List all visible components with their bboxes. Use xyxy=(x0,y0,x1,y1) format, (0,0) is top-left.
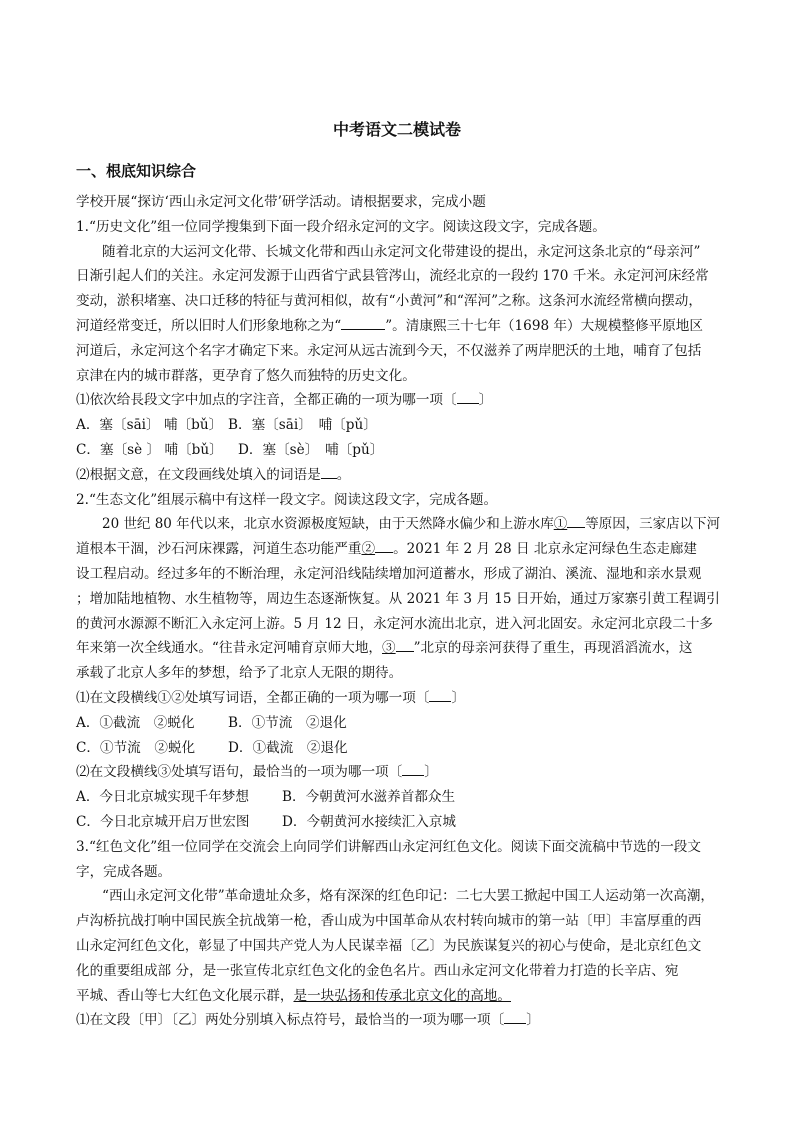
q3-sub1: ⑴在文段〔甲〕〔乙〕两处分别填入标点符号，最恰当的一项为哪一项〔 〕 xyxy=(76,1008,720,1033)
underlined-sentence: 是一块弘扬和传承北京文化的高地。 xyxy=(293,987,511,1004)
q1-options-row xyxy=(76,413,720,438)
q3-passage-line: “西山永定河文化带”革命遗址众多，烙有深深的红色印记：二七大罢工掀起中国工人运动第一次高潮， xyxy=(102,888,715,905)
q2-passage-line: 设工程启动。经过多年的不断治理，永定河沿线陆续增加河道蓄水，形成了湖泊、溪流、湿地和亲水景观 xyxy=(76,565,702,582)
q2-options-row xyxy=(76,711,720,736)
option-d[interactable]: D．今朝黄河水接续汇入京城 xyxy=(282,813,457,830)
q1-passage-line: 随着北京的大运河文化带、长城文化带和西山永定河文化带建设的提出，永定河这条北京的“母亲河” xyxy=(102,243,701,260)
option-c[interactable]: C．今日北京城开启万世宏图 xyxy=(76,813,250,830)
q3-passage-line: 山永定河红色文化，彰显了中国共产党人为人民谋幸福〔乙〕为民族谋复兴的初心与使命，是北京红色文 xyxy=(76,937,702,954)
section-heading: 一、根底知识综合 xyxy=(76,162,197,180)
exam-body xyxy=(76,190,720,1033)
option-b[interactable]: B．今朝黄河水滋养首都众生 xyxy=(282,789,456,806)
q1-passage-line: 河道后，永定河这个名字才确定下来。永定河从远古流到今天，不仅滋养了两岸肥沃的土地，哺育了包括 xyxy=(76,342,702,359)
q2-sub1: ⑴在文段横线①②处填写词语，全都正确的一项为哪一项〔 〕 xyxy=(76,686,720,711)
q3-passage-line: 平城、香山等七大红色文化展示群，是一块弘扬和传承北京文化的高地。 xyxy=(76,987,511,1004)
q2-passage-line: 20 世纪 80 年代以来，北京水资源极度短缺，由于天然降水偏少和上游水库① 等原因，三家店以下河 xyxy=(76,512,720,537)
option-a[interactable]: A．塞〔sāi〕 哺〔bǔ〕 xyxy=(76,417,223,434)
option-c[interactable]: C．①节流 ②蜕化 xyxy=(76,739,196,756)
blank-marker: ③ xyxy=(382,640,396,657)
option-b[interactable]: B．塞〔sāi〕 哺〔pǔ〕 xyxy=(228,417,377,434)
q1-sub2: ⑵根据文意，在文段画线处填入的词语是 。 xyxy=(76,463,720,488)
answer-blank[interactable] xyxy=(504,1008,526,1024)
answer-blank[interactable] xyxy=(429,686,451,702)
q1-passage-line: 京津在内的城市群落，更孕育了悠久而独特的历史文化。 xyxy=(76,367,416,384)
q2-passage-line: 道根本干涸，沙石河床裸露，河道生态功能严重② 。2021 年 2 月 28 日 北京永定河绿色生态走廊建 xyxy=(76,537,720,562)
answer-blank[interactable] xyxy=(375,537,393,553)
option-a[interactable]: A．①截流 ②蜕化 xyxy=(76,714,195,731)
q1-passage-line: 变动，淤积堵塞、决口迁移的特征与黄河相似，故有“小黄河”和“浑河”之称。这条河水流经常横向摆动， xyxy=(76,293,702,310)
answer-blank[interactable] xyxy=(402,760,424,776)
page-title: 中考语文二模试卷 xyxy=(332,120,461,139)
answer-blank[interactable] xyxy=(341,314,385,330)
q1-passage-line: 河道经常变迁，所以旧时人们形象地称之为“ ”。清康熙三十七年（1698 年）大规模整修平原地区 xyxy=(76,314,720,339)
option-b[interactable]: B．①节流 ②退化 xyxy=(228,714,347,731)
q1-passage-line: 日渐引起人们的关注。永定河发源于山西省宁武县管涔山，流经北京的一段约 170 千米。永定河河床经常 xyxy=(76,268,709,285)
option-c[interactable]: C．塞〔sè 〕 哺〔bǔ〕 xyxy=(76,441,223,458)
option-a[interactable]: A．今日北京城实现千年梦想 xyxy=(76,789,249,806)
blank-marker: ① xyxy=(553,516,568,533)
blank-marker: ② xyxy=(361,541,376,558)
q2-passage-line: 的黄河水源源不断汇入永定河上游。5 月 12 日，永定河水流出北京，进入河北固安。永定河北京段二十多 xyxy=(76,615,714,632)
q1-stem: 1.“历史文化”组一位同学搜集到下面一段介绍永定河的文字。阅读这段文字，完成各题。 xyxy=(76,218,606,235)
q2-passage-line: ；增加陆地植物、水生植物等，周边生态逐渐恢复。从 2021 年 3 月 15 日开始，通过万家寨引黄工程调引 xyxy=(76,590,720,607)
q2-passage-line: 承载了北京人多年的梦想，给予了北京人无限的期待。 xyxy=(76,665,403,682)
q2-stem: 2.“生态文化”组展示稿中有这样一段文字。阅读这段文字，完成各题。 xyxy=(76,491,498,508)
q3-stem: 字，完成各题。 xyxy=(76,863,172,880)
q3-passage-line: 卢沟桥抗战打响中国民族全抗战第一枪，香山成为中国革命从农村转向城市的第一站〔甲〕丰富厚重的西 xyxy=(76,913,702,930)
q1-sub1: ⑴依次给長段文字中加点的字注音，全都正确的一项为哪一项〔 〕 xyxy=(76,388,720,413)
answer-blank[interactable] xyxy=(321,463,337,479)
option-d[interactable]: D．塞〔sè〕 哺〔pǔ〕 xyxy=(238,441,384,458)
q2-options-row xyxy=(76,810,720,835)
q2-options-row xyxy=(76,785,720,810)
answer-blank[interactable] xyxy=(457,388,479,404)
answer-blank[interactable] xyxy=(567,512,585,528)
q2-sub2: ⑵在文段横线③处填写语句，最恰当的一项为哪一项〔 〕 xyxy=(76,760,720,785)
answer-blank[interactable] xyxy=(396,636,414,652)
intro-text: 学校开展“探访‘西山永定河文化带’研学活动。请根据要求，完成小题 xyxy=(76,194,486,210)
q2-passage-line: 年来第一次全线通水。“往昔永定河哺育京师大地，③ ”北京的母亲河获得了重生，再现滔滔流水，这 xyxy=(76,636,720,661)
q3-passage-line: 化的重要组成部 分，是一张宣传北京红色文化的金色名片。西山永定河文化带着力打造的长辛店、宛 xyxy=(76,962,679,979)
q1-options-row xyxy=(76,438,720,463)
q2-options-row xyxy=(76,736,720,761)
q3-stem: 3.“红色文化”组一位同学在交流会上向同学们讲解西山永定河红色文化。阅读下面交流稿中节选的一段文 xyxy=(76,838,701,855)
option-d[interactable]: D．①截流 ②退化 xyxy=(228,739,348,756)
